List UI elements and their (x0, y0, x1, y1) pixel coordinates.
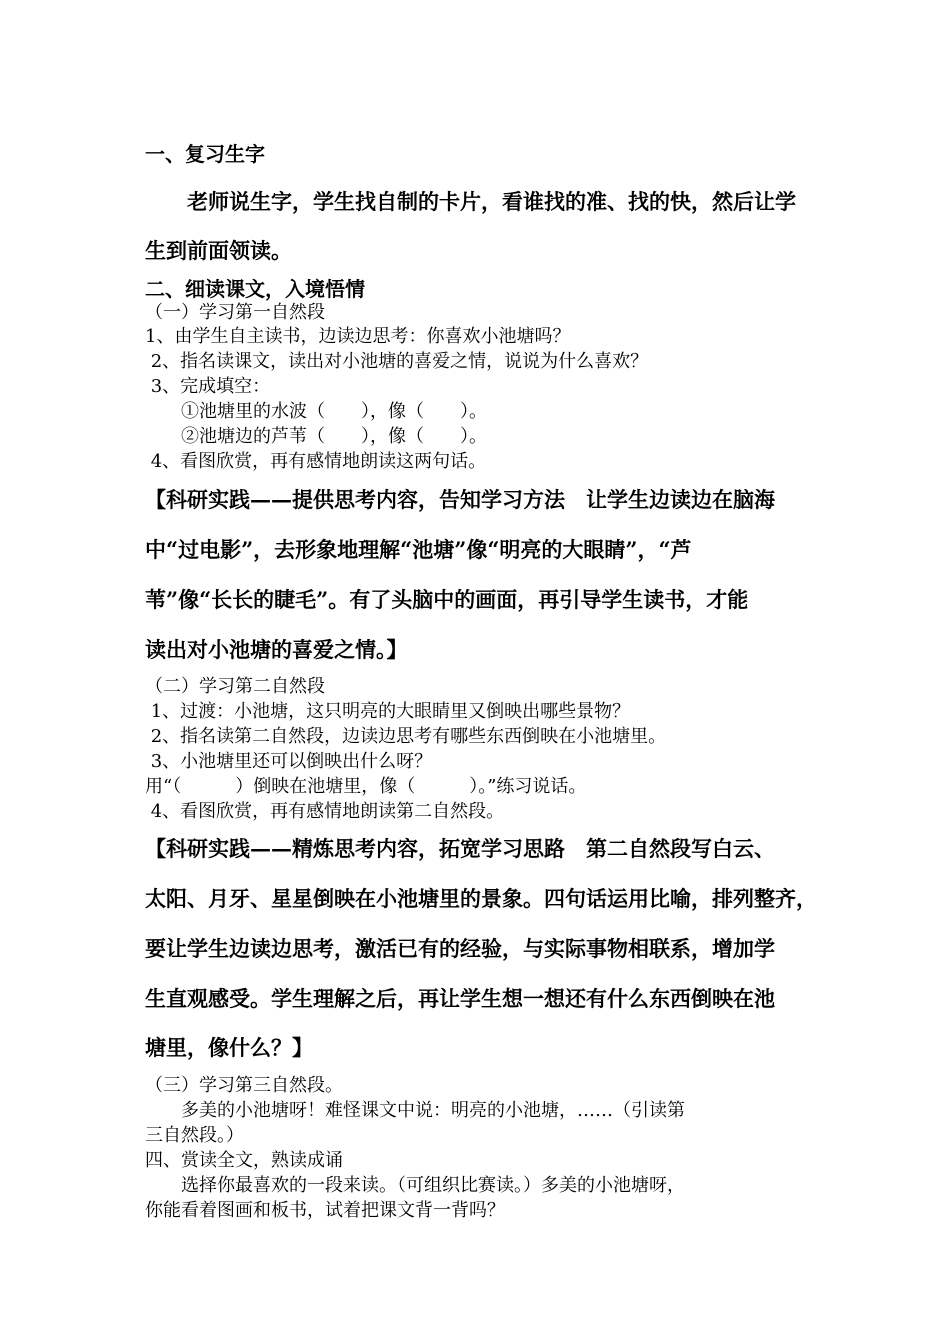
part-1-note-line-1: 【科研实践——提供思考内容，告知学习方法 让学生边读边在脑海 (145, 487, 775, 512)
section-4-heading: 四、赏读全文，熟读成诵 (145, 1150, 343, 1171)
part-1-item-1: 1、由学生自主读书，边读边思考：你喜欢小池塘吗？ (145, 326, 571, 347)
part-2-title: （二）学习第二自然段 (145, 676, 325, 697)
part-1-title: （一）学习第一自然段 (145, 302, 325, 323)
part-2-note-line-2: 太阳、月牙、星星倒映在小池塘里的景象。四句话运用比喻，排列整齐， (145, 886, 817, 911)
part-2-item-1: 1、过渡：小池塘，这只明亮的大眼睛里又倒映出哪些景物？ (145, 701, 631, 722)
section-1-para-line-2: 生到前面领读。 (145, 238, 292, 263)
part-3-title: （三）学习第三自然段。 (145, 1075, 343, 1096)
section-4-line-2: 你能看着图画和板书，试着把课文背一背吗？ (145, 1200, 505, 1221)
part-2-item-4: 4、看图欣赏，再有感情地朗读第二自然段。 (145, 801, 505, 822)
section-1-para-line-1: 老师说生字，学生找自制的卡片，看谁找的准、找的快，然后让学 (145, 189, 796, 214)
part-3-line-1: 多美的小池塘呀！难怪课文中说：明亮的小池塘，……（引读第 (145, 1100, 685, 1121)
part-2-item-3-prompt: 用“（ ）倒映在池塘里，像（ ）。”练习说话。 (145, 776, 587, 797)
part-2-note-line-4: 生直观感受。学生理解之后，再让学生想一想还有什么东西倒映在池 (145, 986, 775, 1011)
section-4-line-1: 选择你最喜欢的一段来读。（可组织比赛读。）多美的小池塘呀， (145, 1175, 685, 1196)
part-2-item-2: 2、指名读第二自然段，边读边思考有哪些东西倒映在小池塘里。 (145, 726, 667, 747)
part-1-item-4: 4、看图欣赏，再有感情地朗读这两句话。 (145, 451, 487, 472)
part-1-note-line-3: 苇”像“长长的睫毛”。有了头脑中的画面，再引导学生读书，才能 (145, 587, 749, 612)
part-2-note-line-3: 要让学生边读边思考，激活已有的经验，与实际事物相联系，增加学 (145, 936, 775, 961)
part-1-item-3: 3、完成填空： (145, 376, 271, 397)
part-3-line-2: 三自然段。） (145, 1125, 244, 1146)
part-2-item-3: 3、小池塘里还可以倒映出什么呀？ (145, 751, 433, 772)
part-1-note-line-2: 中“过电影”，去形象地理解“池塘”像“明亮的大眼睛”，“芦 (145, 537, 692, 562)
section-2-heading: 二、细读课文，入境悟情 (145, 277, 365, 301)
section-1-heading: 一、复习生字 (145, 142, 265, 166)
part-1-fill-1: ①池塘里的水波（ ），像（ ）。 (145, 401, 487, 422)
part-2-note-line-5: 塘里，像什么？】 (145, 1035, 313, 1060)
part-2-note-line-1: 【科研实践——精炼思考内容，拓宽学习思路 第二自然段写白云、 (145, 836, 775, 861)
part-1-note-line-4: 读出对小池塘的喜爱之情。】 (145, 637, 408, 662)
part-1-item-2: 2、指名读课文，读出对小池塘的喜爱之情，说说为什么喜欢？ (145, 351, 649, 372)
part-1-fill-2: ②池塘边的芦苇（ ），像（ ）。 (145, 426, 487, 447)
